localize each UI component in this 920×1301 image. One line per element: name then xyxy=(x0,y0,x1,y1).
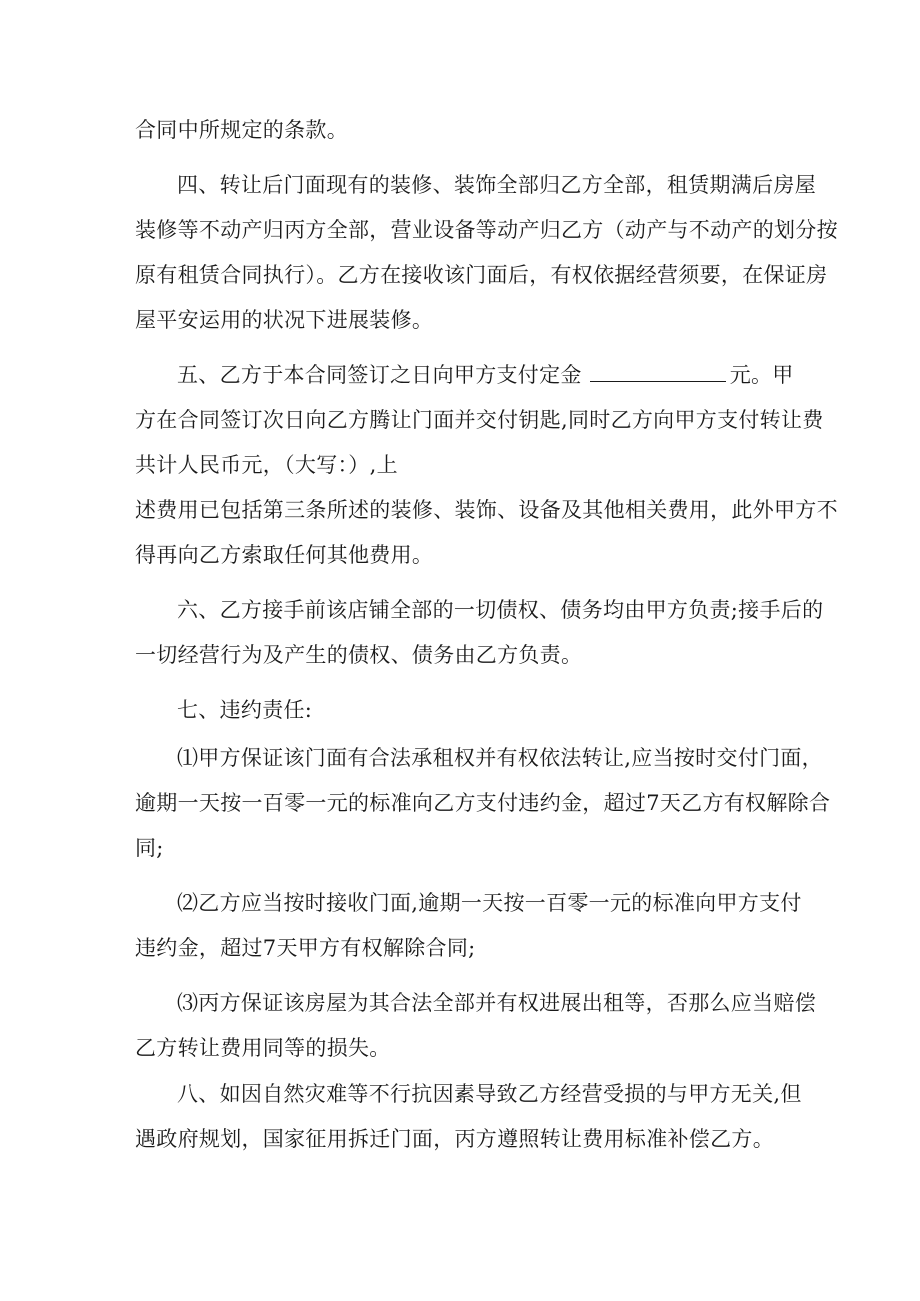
text-line: 共计人民币元，（大写：）,上 xyxy=(135,453,398,477)
clause-1-line: ⑴甲方保证该门面有合法承租权并有权依法转让,应当按时交付门面， xyxy=(177,746,823,770)
clause-2-line: ⑵乙方应当按时接收门面,逾期一天按一百零一元的标准向甲方支付 xyxy=(177,891,802,915)
paragraph-4-line: 四、转让后门面现有的装修、装饰全部归乙方全部，租赁期满后房屋 xyxy=(177,173,816,197)
text-line: 合同中所规定的条款。 xyxy=(135,118,348,142)
paragraph-7-heading: 七、违约责任: xyxy=(177,698,313,722)
text-line: 原有租赁合同执行）。乙方在接收该门面后，有权依据经营须要，在保证房 xyxy=(135,263,828,287)
text-line: 逾期一天按一百零一元的标准向乙方支付违约金，超过7天乙方有权解除合 xyxy=(135,791,831,815)
text-line: 一切经营行为及产生的债权、债务由乙方负责。 xyxy=(135,643,583,667)
deposit-unit-text: 元。甲 xyxy=(729,363,794,387)
text-line: 违约金，超过7天甲方有权解除合同; xyxy=(135,936,476,960)
text-line: 遇政府规划，国家征用拆迁门面，丙方遵照转让费用标准补偿乙方。 xyxy=(135,1127,774,1151)
text-line: 述费用已包括第三条所述的装修、装饰、设备及其他相关费用，此外甲方不 xyxy=(135,498,838,522)
text-line: 得再向乙方索取任何其他费用。 xyxy=(135,543,434,567)
deposit-amount-blank xyxy=(590,363,726,382)
paragraph-5-line xyxy=(177,362,794,388)
text-line: 方在合同签订次日向乙方腾让门面并交付钥匙,同时乙方向甲方支付转让费 xyxy=(135,408,824,432)
text-line: 同; xyxy=(135,836,164,860)
paragraph-6-line: 六、乙方接手前该店铺全部的一切债权、债务均由甲方负责;接手后的 xyxy=(177,598,824,622)
clause-3-line: ⑶丙方保证该房屋为其合法全部并有权进展出租等，否那么应当赔偿 xyxy=(177,991,816,1015)
text-line: 装修等不动产归丙方全部，营业设备等动产归乙方（动产与不动产的划分按 xyxy=(135,218,838,242)
text-line: 乙方转让费用同等的损失。 xyxy=(135,1036,391,1060)
deposit-text: 五、乙方于本合同签订之日向甲方支付定金 xyxy=(177,363,582,387)
paragraph-8-line: 八、如因自然灾难等不行抗因素导致乙方经营受损的与甲方无关,但 xyxy=(177,1082,802,1106)
text-line: 屋平安运用的状况下进展装修。 xyxy=(135,308,434,332)
